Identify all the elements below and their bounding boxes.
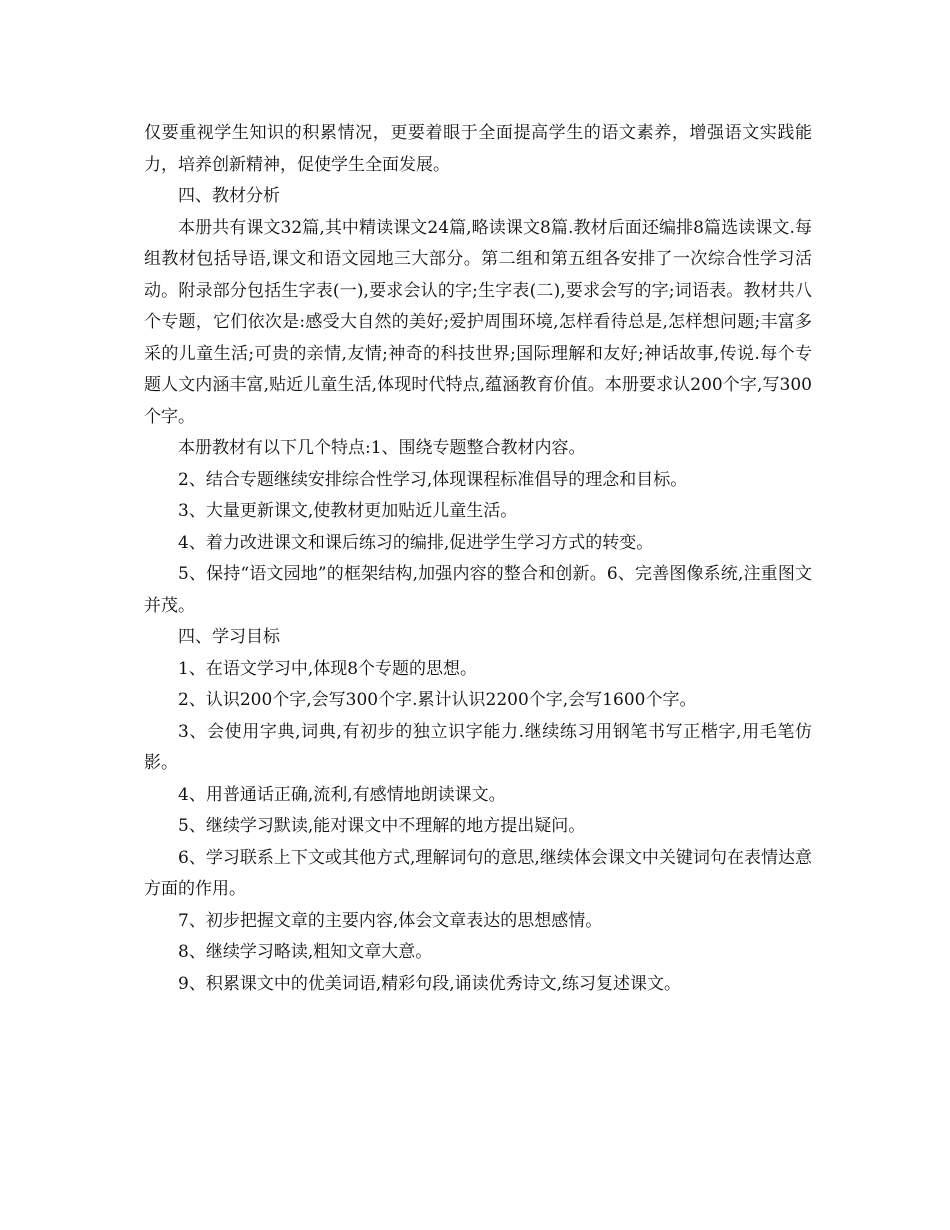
paragraph-features-1: 本册教材有以下几个特点:1、围绕专题整合教材内容。 <box>178 438 586 458</box>
paragraph-textbook-overview: 本册共有课文32篇,其中精读课文24篇,略读课文8篇.教材后面还编排8篇选读课文.每组教材包括导语,课文和语文园地三大部分。第二组和第五组各安排了一次综合性学习活动。附录部分包括生字表(一),要求会认的字;生字表(二),要求会写的字;词语表。教材共八个专题，它们依次是:感受大自然的美好;爱护周围环境,怎样看待总是,怎样想问题;丰富多采的儿童生活;可贵的亲情,友情;神奇的科技世界;国际理解和友好;神话故事,传说.每个专题人文内涵丰富,贴近儿童生活,体现时代特点,蕴涵教育价值。本册要求认200个字,写300个字。 <box>144 217 812 427</box>
paragraph-continuation: 仅要重视学生知识的积累情况，更要着眼于全面提高学生的语文素养，增强语文实践能力，培养创新精神，促使学生全面发展。 <box>144 123 812 175</box>
paragraph-features-5-6: 5、保持“语文园地”的框架结构,加强内容的整合和创新。6、完善图像系统,注重图文并茂。 <box>144 564 812 616</box>
list-item-goal-1: 1、在语文学习中,体现8个专题的思想。 <box>178 658 478 679</box>
list-item-goal-7: 7、初步把握文章的主要内容,体会文章表达的思想感情。 <box>178 910 603 931</box>
section-heading-learning-goals: 四、学习目标 <box>178 627 280 647</box>
list-item-goal-3: 3、会使用字典,词典,有初步的独立识字能力.继续练习用钢笔书写正楷字,用毛笔仿影。 <box>144 721 812 773</box>
list-item-goal-8: 8、继续学习略读,粗知文章大意。 <box>178 942 433 962</box>
list-item-goal-9: 9、积累课文中的优美词语,精彩句段,诵读优秀诗文,练习复述课文。 <box>178 973 682 994</box>
list-item-goal-4: 4、用普通话正确,流利,有感情地朗读课文。 <box>178 784 506 805</box>
paragraph-features-3: 3、大量更新课文,使教材更加贴近儿童生活。 <box>178 501 518 521</box>
list-item-goal-5: 5、继续学习默读,能对课文中不理解的地方提出疑问。 <box>178 816 586 836</box>
list-item-goal-6: 6、学习联系上下文或其他方式,理解词句的意思,继续体会课文中关键词句在表情达意方面的作用。 <box>144 847 812 899</box>
paragraph-features-2: 2、结合专题继续安排综合性学习,体现课程标准倡导的理念和目标。 <box>178 469 688 490</box>
section-heading-textbook-analysis: 四、教材分析 <box>178 186 280 206</box>
document-body <box>144 118 812 1000</box>
paragraph-features-4: 4、着力改进课文和课后练习的编排,促进学生学习方式的转变。 <box>178 532 654 553</box>
list-item-goal-2: 2、认识200个字,会写300个字.累计认识2200个字,会写1600个字。 <box>178 690 697 710</box>
